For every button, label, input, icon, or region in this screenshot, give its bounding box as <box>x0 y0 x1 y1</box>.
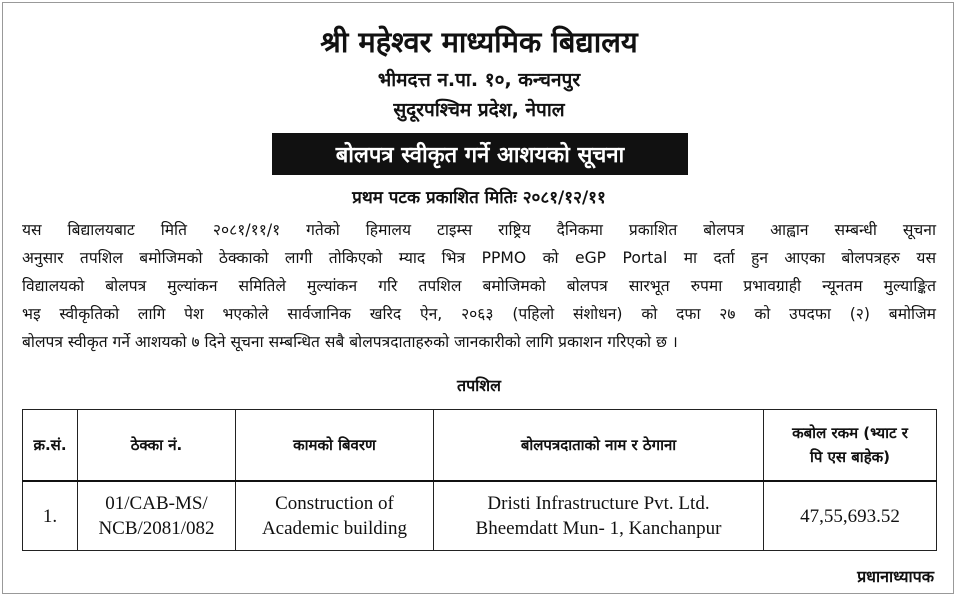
signoff-title: प्रधानाध्यापक <box>857 567 934 586</box>
cell-bid-amount: 47,55,693.52 <box>764 481 937 551</box>
header-work-description: कामको बिवरण <box>236 410 434 482</box>
school-name: श्री महेश्वर माध्यमिक बिद्यालय <box>320 25 638 59</box>
address-line-1: भीमदत्त न.पा. १०, कन्चनपुर <box>377 69 581 91</box>
bid-table <box>22 409 937 551</box>
notice-body-line: यस बिद्यालयबाट मिति २०८१/११/१ गतेको हिमालय टाइम्स राष्ट्रिय दैनिकमा प्रकाशित बोलपत्र आह्वान सम्बन्धी सूचना <box>22 221 936 239</box>
bidder-line1: Dristi Infrastructure Pvt. Ltd. <box>487 493 710 514</box>
published-date: प्रथम पटक प्रकाशित मितिः २०८१/१२/११ <box>352 188 606 208</box>
cell-bidder <box>434 481 764 551</box>
work-line1: Construction of <box>275 493 394 514</box>
contract-no-line1: 01/CAB-MS/ <box>105 493 208 514</box>
work-line2: Academic building <box>261 518 408 539</box>
schedule-heading: तपशिल <box>456 376 502 395</box>
address-line-2: सुदूरपश्चिम प्रदेश, नेपाल <box>393 99 565 121</box>
notice-body-line: भइ स्वीकृतिको लागि पेश भएकोले सार्वजानिक खरिद ऐन, २०६३ (पहिलो संशोधन) को दफा २७ को उपदफा (२) बमोजिम <box>22 305 936 323</box>
header-bid-amount <box>764 410 937 482</box>
header-bidder: बोलपत्रदाताको नाम र ठेगाना <box>434 410 764 482</box>
cell-work-description <box>236 481 434 551</box>
notice-body <box>22 216 936 356</box>
notice-body-line: बोलपत्र स्वीकृत गर्ने आशयको ७ दिने सूचना सम्बन्धित सबै बोलपत्रदाताहरुको जानकारीको लागि प्रकाशन गरिएको छ । <box>22 333 678 351</box>
cell-sn: 1. <box>23 481 78 551</box>
bidder-line2: Bheemdatt Mun- 1, Kanchanpur <box>475 518 722 539</box>
notice-body-line: अनुसार तपशिल बमोजिमको ठेक्काको लागी तोकिएको म्याद भित्र PPMO को eGP Portal मा दर्ता हुन आएका बोलपत्रहरु यस <box>22 249 936 267</box>
notice-title-banner <box>272 133 688 175</box>
table-header-row <box>23 410 937 482</box>
contract-no-line2: NCB/2081/082 <box>98 518 215 539</box>
header-bid-amount-line1: कबोल रकम (भ्याट र <box>792 424 908 442</box>
header-contract-no: ठेक्का नं. <box>78 410 236 482</box>
header-sn: क्र.सं. <box>23 410 78 482</box>
notice-body-line: विद्यालयको बोलपत्र मुल्यांकन समितिले मुल्यांकन गरि तपशिल बमोजिमको बोलपत्र सारभूत रुपमा प्रभावग्राही न्यूनतम मुल्याङ्कित <box>22 277 936 295</box>
cell-contract-no <box>78 481 236 551</box>
header-bid-amount-line2: पि एस बाहेक) <box>809 448 891 466</box>
table-row <box>23 481 937 551</box>
notice-title: बोलपत्र स्वीकृत गर्ने आशयको सूचना <box>335 143 625 168</box>
